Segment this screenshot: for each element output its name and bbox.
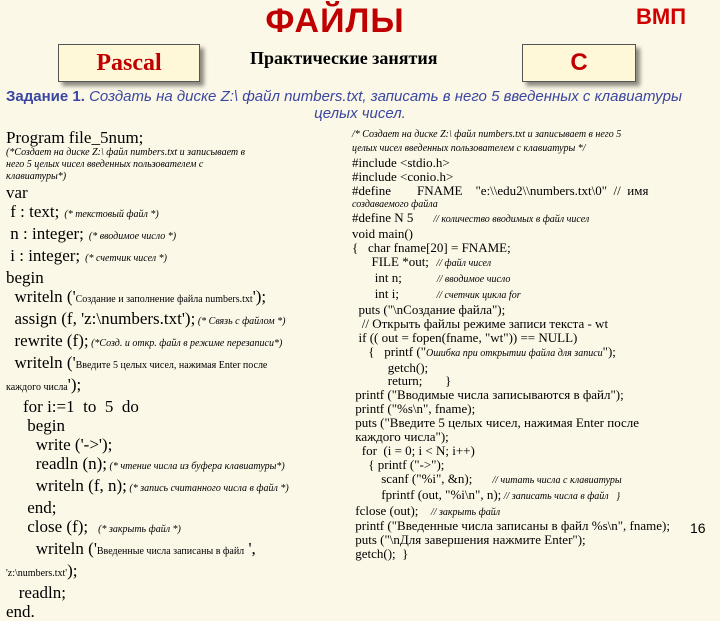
pascal-code-line bbox=[6, 268, 338, 287]
pascal-code-line bbox=[6, 183, 338, 202]
c-code-line bbox=[352, 198, 712, 212]
pascal-comment: (*Созд. и откр. файл в режиме перезаписи*) bbox=[88, 338, 283, 349]
pascal-code-text: readln (n); bbox=[6, 454, 108, 473]
c-code-text: printf ("Вводимые числа записываются в файл"); bbox=[352, 387, 624, 403]
c-comment: // читать числа с клавиатуры bbox=[472, 474, 622, 486]
pascal-code-tail: ', bbox=[244, 539, 256, 558]
pascal-code-text: writeln (' bbox=[6, 353, 76, 372]
pascal-code-line bbox=[6, 128, 338, 147]
c-code-line bbox=[352, 128, 712, 142]
pascal-code-line bbox=[6, 147, 338, 159]
c-code-text: { char fname[20] = FNAME; bbox=[352, 240, 511, 256]
c-code-line bbox=[352, 547, 712, 561]
pascal-code-line bbox=[6, 416, 338, 435]
pascal-comment: него 5 целых чисел введенных пользователем с bbox=[6, 159, 204, 170]
c-code-text: #include <conio.h> bbox=[352, 168, 454, 184]
pascal-code-text: readln; bbox=[6, 583, 66, 602]
pascal-code-text: writeln (' bbox=[6, 287, 76, 306]
pascal-code-block bbox=[6, 128, 338, 621]
c-code-text: #define N 5 bbox=[352, 210, 414, 226]
c-code-text: if (( out = fopen(fname, "wt")) == NULL) bbox=[352, 329, 578, 345]
c-code-line bbox=[352, 444, 712, 458]
c-code-line bbox=[352, 156, 712, 170]
c-code-line bbox=[352, 388, 712, 402]
c-code-block bbox=[352, 128, 712, 561]
pascal-code-line bbox=[6, 397, 338, 416]
c-code-line bbox=[352, 430, 712, 444]
pascal-code-text: n : integer; bbox=[6, 224, 84, 243]
pascal-code-text: assign (f, 'z:\numbers.txt'); bbox=[6, 309, 196, 328]
c-comment: целых чисел введенных пользователем с клавиатуры */ bbox=[352, 142, 586, 154]
c-code-line bbox=[352, 458, 712, 472]
c-code-line bbox=[352, 271, 712, 287]
c-code-text: #include <stdio.h> bbox=[352, 154, 450, 170]
c-code-text: каждого числа"); bbox=[352, 429, 449, 445]
c-code-text: fprintf (out, "%i\n", n); bbox=[352, 486, 502, 502]
c-code-text: void main() bbox=[352, 226, 414, 242]
c-code-text: printf ("Введенные числа записаны в файл %s\n", fname); bbox=[352, 518, 670, 534]
c-code-text: FILE *out; bbox=[352, 254, 429, 270]
pascal-code-line bbox=[6, 287, 338, 309]
pascal-code-text: writeln (' bbox=[6, 539, 97, 558]
pascal-comment: (* Связь с файлом *) bbox=[195, 316, 286, 327]
c-comment: /* Создает на диске Z:\ файл numbers.txt и записывает в него 5 bbox=[352, 129, 622, 140]
c-code-line bbox=[352, 361, 712, 375]
pascal-comment: (* текстовый файл *) bbox=[59, 209, 159, 220]
pascal-code-text: for i:=1 to 5 do bbox=[6, 397, 139, 416]
c-comment: // записать числа в файл } bbox=[501, 490, 621, 502]
pascal-code-text: f : text; bbox=[6, 202, 60, 221]
pascal-code-tail: '); bbox=[252, 287, 267, 306]
pascal-code-line bbox=[6, 246, 338, 268]
pascal-code-line bbox=[6, 539, 338, 561]
page-title: ФАЙЛЫ bbox=[265, 2, 405, 40]
pascal-code-line bbox=[6, 476, 338, 498]
pascal-comment: (* запись считанного числа в файл *) bbox=[126, 483, 289, 494]
c-code-line bbox=[352, 533, 712, 547]
c-code-line bbox=[352, 402, 712, 416]
pascal-code-line bbox=[6, 353, 338, 375]
slide-number: 16 bbox=[690, 520, 706, 536]
c-code-text: int i; bbox=[352, 285, 399, 301]
task-text-2: целых чисел. bbox=[314, 105, 406, 122]
c-code-line bbox=[352, 331, 712, 345]
c-code-line bbox=[352, 374, 712, 388]
pascal-code-text: end; bbox=[6, 498, 57, 517]
pascal-code-line bbox=[6, 159, 338, 171]
pascal-code-text: close (f); bbox=[6, 517, 89, 536]
c-code-tail: "); bbox=[602, 343, 616, 359]
c-comment: Ошибка при открытии файла для записи bbox=[426, 347, 603, 359]
c-comment: // счетчик цикла for bbox=[398, 289, 521, 301]
pascal-comment: клавиатуры*) bbox=[6, 171, 67, 182]
c-code-line bbox=[352, 345, 712, 361]
c-code-line bbox=[352, 170, 712, 184]
pascal-comment: (* чтение числа из буфера клавиатуры*) bbox=[107, 461, 285, 472]
c-code-line bbox=[352, 142, 712, 156]
c-code-text: puts ("\nДля завершения нажмите Enter"); bbox=[352, 532, 586, 548]
c-comment: // файл чисел bbox=[428, 258, 492, 270]
c-code-line bbox=[352, 317, 712, 331]
pascal-code-text: begin bbox=[6, 416, 66, 435]
c-code-text: scanf ("%i", &n); bbox=[352, 470, 473, 486]
c-code-line bbox=[352, 184, 712, 198]
c-comment: создаваемого файла bbox=[352, 198, 438, 210]
pascal-code-line bbox=[6, 454, 338, 476]
pascal-code-text: writeln (f, n); bbox=[6, 476, 127, 495]
pascal-tab[interactable]: Pascal bbox=[58, 44, 200, 82]
c-tab[interactable]: C bbox=[522, 44, 636, 82]
pascal-code-line bbox=[6, 602, 338, 621]
c-code-text: { printf (" bbox=[352, 343, 427, 359]
c-code-line bbox=[352, 303, 712, 317]
c-comment: // вводимое число bbox=[401, 274, 511, 286]
pascal-code-line bbox=[6, 583, 338, 602]
pascal-comment: (*Создает на диске Z:\ файл numbers.txt и записывает в bbox=[6, 147, 245, 158]
c-code-text: // Открыть файлы режиме записи текста - wt bbox=[352, 315, 609, 331]
pascal-comment: (* счетчик чисел *) bbox=[80, 253, 167, 264]
pascal-string-text: Создание и заполнение файла numbers.txt bbox=[75, 294, 253, 305]
pascal-code-line bbox=[6, 435, 338, 454]
c-code-text: #define FNAME "e:\\edu2\\numbers.txt\0" // имя bbox=[352, 182, 649, 198]
vmp-label: ВМП bbox=[636, 4, 687, 29]
c-code-line bbox=[352, 287, 712, 303]
c-code-line bbox=[352, 255, 712, 271]
c-code-line bbox=[352, 472, 712, 488]
pascal-code-line bbox=[6, 224, 338, 246]
c-code-text: getch(); } bbox=[352, 546, 409, 562]
c-code-line bbox=[352, 488, 712, 504]
c-comment: // количество вводимых в файл чисел bbox=[413, 214, 590, 226]
c-code-text: fclose (out); bbox=[352, 502, 419, 518]
pascal-code-line bbox=[6, 517, 338, 539]
pascal-code-line bbox=[6, 561, 338, 583]
c-code-text: int n; bbox=[352, 270, 402, 286]
pascal-code-text: rewrite (f); bbox=[6, 331, 89, 350]
c-code-text: { printf ("->"); bbox=[352, 456, 445, 472]
c-code-line bbox=[352, 504, 712, 520]
c-code-text: puts ("Введите 5 целых чисел, нажимая Enter после bbox=[352, 415, 640, 431]
c-comment: // закрыть файл bbox=[418, 506, 501, 518]
pascal-code-text: Program file_5num; bbox=[6, 128, 144, 147]
pascal-code-text: write ('->'); bbox=[6, 435, 113, 454]
pascal-code-line bbox=[6, 498, 338, 517]
c-code-text: printf ("%s\n", fname); bbox=[352, 401, 476, 417]
task-description bbox=[6, 88, 714, 122]
pascal-code-line bbox=[6, 331, 338, 353]
c-code-text: for (i = 0; i < N; i++) bbox=[352, 442, 475, 458]
c-code-line bbox=[352, 227, 712, 241]
pascal-code-text: var bbox=[6, 183, 28, 202]
c-code-text: puts ("\nСоздание файла"); bbox=[352, 301, 506, 317]
practical-subtitle: Практические занятия bbox=[250, 48, 438, 68]
pascal-comment: (* вводимое число *) bbox=[83, 231, 177, 242]
pascal-string-text: Введенные числа записаны в файл bbox=[96, 546, 245, 557]
c-code-line bbox=[352, 211, 712, 227]
c-code-line bbox=[352, 519, 712, 533]
pascal-code-line bbox=[6, 375, 338, 397]
pascal-comment: (* закрыть файл *) bbox=[88, 524, 181, 535]
pascal-code-text: i : integer; bbox=[6, 246, 81, 265]
pascal-code-text: end. bbox=[6, 602, 35, 621]
c-code-line bbox=[352, 241, 712, 255]
pascal-code-tail: '); bbox=[67, 375, 82, 394]
pascal-code-line bbox=[6, 171, 338, 183]
pascal-code-text: begin bbox=[6, 268, 44, 287]
pascal-string-text: Введите 5 целых чисел, нажимая Enter после bbox=[75, 360, 268, 371]
c-code-line bbox=[352, 416, 712, 430]
task-text-1: Создать на диске Z:\ файл numbers.txt, записать в него 5 введенных с клавиатуры bbox=[89, 88, 683, 105]
c-code-text: getch(); bbox=[352, 359, 429, 375]
pascal-string-text: 'z:\numbers.txt' bbox=[6, 568, 68, 579]
c-code-text: return; } bbox=[352, 373, 452, 389]
pascal-code-line bbox=[6, 202, 338, 224]
pascal-code-tail: ); bbox=[67, 561, 78, 580]
pascal-code-line bbox=[6, 309, 338, 331]
pascal-string-text: каждого числа bbox=[6, 382, 68, 393]
task-label: Задание 1. bbox=[6, 88, 85, 105]
